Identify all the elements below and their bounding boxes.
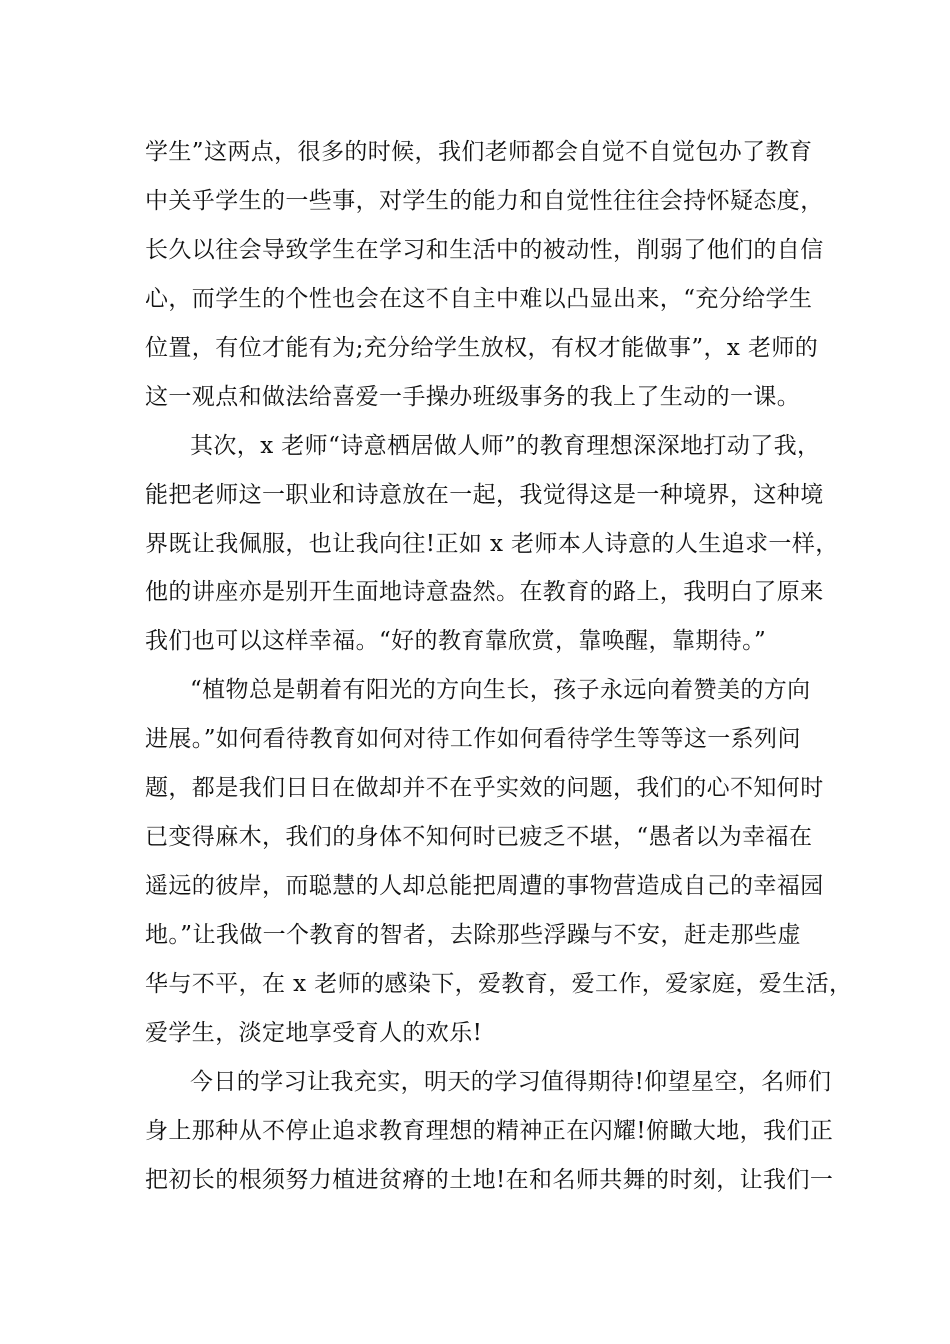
- text-line: 遥远的彼岸，而聪慧的人却总能把周遭的事物营造成自己的幸福园: [145, 873, 824, 900]
- text-line: 身上那种从不停止追求教育理想的精神正在闪耀!俯瞰大地，我们正: [145, 1117, 834, 1144]
- text-line: 把初长的根须努力植进贫瘠的土地!在和名师共舞的时刻，让我们一: [145, 1166, 834, 1193]
- text-line: 地。”让我做一个教育的智者，去除那些浮躁与不安，赶走那些虚: [145, 922, 801, 948]
- body-text: [145, 128, 853, 1205]
- text-line: 中关乎学生的一些事，对学生的能力和自觉性往往会持怀疑态度，: [145, 187, 824, 214]
- text-line: 题，都是我们日日在做却并不在乎实效的问题，我们的心不知何时: [145, 775, 824, 802]
- text-line: 这一观点和做法给喜爱一手操办班级事务的我上了生动的一课。: [145, 383, 801, 410]
- text-line: 已变得麻木，我们的身体不知何时已疲乏不堪，“愚者以为幸福在: [145, 824, 813, 851]
- text-line: 学生”这两点，很多的时候，我们老师都会自觉不自觉包办了教育: [145, 139, 813, 165]
- text-line: 华与不平，在 x 老师的感染下，爱教育，爱工作，爱家庭，爱生活，: [145, 970, 853, 997]
- text-line: 能把老师这一职业和诗意放在一起，我觉得这是一种境界，这种境: [145, 481, 824, 508]
- text-line: 长久以往会导致学生在学习和生活中的被动性，削弱了他们的自信: [145, 236, 824, 263]
- text-line: 位置，有位才能有为;充分给学生放权，有权才能做事”，x 老师的: [145, 334, 819, 361]
- text-line: “植物总是朝着有阳光的方向生长，孩子永远向着赞美的方向: [190, 677, 811, 704]
- text-line: 爱学生，淡定地享受育人的欢乐!: [145, 1019, 483, 1046]
- text-line: 其次，x 老师“诗意栖居做人师”的教育理想深深地打动了我，: [190, 432, 821, 459]
- text-line: 进展。”如何看待教育如何对待工作如何看待学生等等这一系列问: [145, 726, 801, 753]
- text-line: 他的讲座亦是别开生面地诗意盎然。在教育的路上，我明白了原来: [145, 579, 824, 606]
- text-line: 心，而学生的个性也会在这不自主中难以凸显出来，“充分给学生: [145, 285, 813, 312]
- text-line: 今日的学习让我充实，明天的学习值得期待!仰望星空，名师们: [190, 1068, 832, 1095]
- text-line: 界既让我佩服，也让我向往!正如 x 老师本人诗意的人生追求一样，: [145, 530, 839, 557]
- text-line: 我们也可以这样幸福。“好的教育靠欣赏，靠唤醒，靠期待。”: [145, 628, 767, 655]
